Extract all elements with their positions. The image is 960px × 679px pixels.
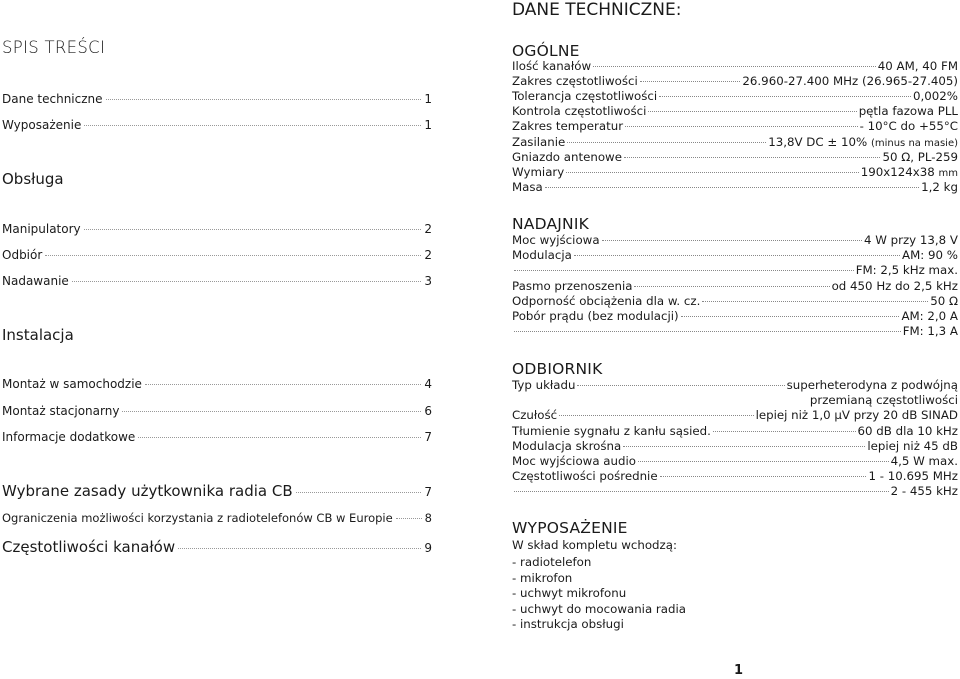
section-heading-general: OGÓLNE xyxy=(512,42,580,60)
section-heading-receiver: ODBIORNIK xyxy=(512,360,603,378)
spec-value-wrap xyxy=(768,135,958,151)
spec-label: Moc wyjściowa audio xyxy=(512,454,636,468)
spec-value: FM: 1,3 A xyxy=(902,324,958,339)
spec-value-wrap xyxy=(756,408,958,423)
leader-dots xyxy=(106,99,422,100)
toc-entry-label: Montaż stacjonarny xyxy=(2,404,120,418)
leader-dots xyxy=(567,142,766,143)
spec-value: AM: 2,0 A xyxy=(901,309,958,323)
spec-row xyxy=(512,294,958,309)
spec-value-wrap xyxy=(832,279,958,294)
toc-entry-czestotliwosci[interactable] xyxy=(2,538,432,556)
spec-value: pętla fazowa PLL xyxy=(858,104,958,119)
spec-row xyxy=(512,439,958,454)
spec-value-wrap xyxy=(861,165,958,181)
toc-entry-informacje[interactable] xyxy=(2,430,432,444)
spec-value-wrap xyxy=(859,104,958,119)
spec-label: Tolerancja częstotliwości xyxy=(512,89,658,104)
toc-title: SPIS TREŚCI xyxy=(2,38,106,57)
leader-dots xyxy=(72,281,422,282)
spec-value-wrap xyxy=(903,324,958,339)
leader-dots xyxy=(514,331,901,332)
spec-label: Wymiary xyxy=(512,164,565,179)
spec-value-wrap xyxy=(882,150,958,165)
spec-row xyxy=(512,248,958,263)
spec-label: Kontrola częstotliwości xyxy=(512,104,647,119)
spec-value-note: mm xyxy=(938,167,958,179)
spec-row xyxy=(512,89,958,104)
spec-value-wrap xyxy=(891,484,958,499)
toc-heading-instalacja: Instalacja xyxy=(2,326,74,344)
leader-dots xyxy=(624,157,881,158)
spec-value: 2 - 455 kHz xyxy=(890,484,958,499)
specs-title: DANE TECHNICZNE: xyxy=(512,0,682,20)
spec-label: Masa xyxy=(512,179,543,194)
toc-entry-ograniczenia[interactable] xyxy=(2,511,432,525)
toc-entry-label: Manipulatory xyxy=(2,222,81,236)
leader-dots xyxy=(623,446,865,447)
spec-value-wrap xyxy=(901,309,958,324)
leader-dots xyxy=(566,172,858,173)
spec-row xyxy=(512,454,958,469)
leader-dots xyxy=(640,81,741,82)
spec-value: 60 dB dla 10 kHz xyxy=(857,423,958,438)
section-heading-equipment: WYPOSAŻENIE xyxy=(512,519,628,537)
toc-heading-obsluga: Obsługa xyxy=(2,170,64,188)
spec-value: - 10°C do +55°C xyxy=(859,119,958,134)
toc-entry-label: Częstotliwości kanałów xyxy=(2,538,176,556)
toc-entry-page: 6 xyxy=(424,404,432,418)
leader-dots xyxy=(84,229,422,230)
spec-label: Zasilanie xyxy=(512,134,566,149)
toc-entry-montaz-stacjonarny[interactable] xyxy=(2,404,432,418)
spec-row xyxy=(512,233,958,248)
leader-dots xyxy=(178,548,421,549)
equipment-intro: W skład kompletu wchodzą: xyxy=(512,538,677,552)
leader-dots xyxy=(84,125,421,126)
leader-dots xyxy=(138,437,421,438)
spec-value: lepiej niż 1,0 μV przy 20 dB SINAD xyxy=(755,408,958,423)
spec-value-wrap xyxy=(891,454,958,469)
spec-value: 4 W przy 13,8 V xyxy=(863,233,958,247)
leader-dots xyxy=(514,491,889,492)
spec-value-wrap xyxy=(856,263,958,278)
leader-dots xyxy=(625,126,858,127)
leader-dots xyxy=(122,411,421,412)
spec-row xyxy=(512,378,958,393)
spec-row xyxy=(512,263,958,278)
spec-value: 1 - 10.695 MHz xyxy=(868,469,958,484)
spec-row xyxy=(512,104,958,119)
spec-label: Odporność obciążenia dla w. cz. xyxy=(512,293,701,308)
toc-entry-label: Informacje dodatkowe xyxy=(2,430,136,444)
spec-value-wrap xyxy=(921,180,958,195)
spec-row xyxy=(512,135,958,150)
leader-dots xyxy=(396,518,422,519)
leader-dots xyxy=(145,384,421,385)
spec-value: 50 Ω, PL-259 xyxy=(882,149,958,164)
spec-label: Tłumienie sygnału z kanłu sąsied. xyxy=(512,423,711,438)
spec-value: 190x124x38 xyxy=(860,164,939,179)
spec-value: 13,8V DC ± 10% xyxy=(768,134,871,149)
spec-row xyxy=(512,324,958,339)
spec-row xyxy=(512,469,958,484)
toc-entry-page: 7 xyxy=(424,485,432,499)
toc-entry-page: 8 xyxy=(424,511,432,525)
toc-entry-label: Nadawanie xyxy=(2,274,69,288)
spec-value-wrap xyxy=(902,248,958,263)
toc-entry-label: Wyposażenie xyxy=(2,118,82,132)
leader-dots xyxy=(514,270,854,271)
page-number: 1 xyxy=(734,663,744,678)
spec-row xyxy=(512,309,958,324)
spec-row xyxy=(512,180,958,195)
spec-value-wrap xyxy=(867,439,958,454)
leader-dots xyxy=(559,415,753,416)
spec-row xyxy=(512,279,958,294)
toc-entry-nadawanie[interactable] xyxy=(2,274,432,288)
toc-entry-page: 4 xyxy=(424,377,432,391)
spec-value: lepiej niż 45 dB xyxy=(867,438,958,453)
leader-dots xyxy=(545,187,919,188)
spec-row xyxy=(512,119,958,134)
equipment-item: - instrukcja obsługi xyxy=(512,617,624,631)
leader-dots xyxy=(648,111,856,112)
spec-value: od 450 Hz do 2,5 kHz xyxy=(831,278,958,293)
spec-label: Gniazdo antenowe xyxy=(512,149,622,164)
leader-dots xyxy=(602,240,862,241)
spec-value-wrap xyxy=(878,59,958,74)
spec-value-wrap xyxy=(868,469,958,484)
spec-label: Czułość xyxy=(512,408,558,423)
spec-label: Modulacja skrośna xyxy=(512,438,622,453)
spec-value-wrap xyxy=(860,119,958,134)
spec-value: 4,5 W max. xyxy=(890,454,958,468)
spec-row xyxy=(512,74,958,89)
leader-dots xyxy=(593,66,876,67)
leader-dots xyxy=(713,431,856,432)
leader-dots xyxy=(660,476,867,477)
toc-entry-label: Wybrane zasady użytkownika radia CB xyxy=(2,482,293,500)
spec-value: 26.960-27.400 MHz (26.965-27.405) xyxy=(742,74,958,89)
spec-label: Zakres częstotliwości xyxy=(512,74,638,89)
spec-value: 0,002% xyxy=(913,89,958,104)
toc-entry-zasady-cb[interactable] xyxy=(2,482,432,500)
spec-value-wrap xyxy=(787,378,958,393)
spec-row xyxy=(512,150,958,165)
toc-entry-odbior[interactable] xyxy=(2,248,432,262)
spec-value: FM: 2,5 kHz max. xyxy=(855,263,958,278)
spec-label: Ilość kanałów xyxy=(512,59,592,73)
spec-row xyxy=(512,424,958,439)
spec-label: Pobór prądu (bez modulacji) xyxy=(512,309,679,323)
toc-entry-manipulatory[interactable] xyxy=(2,222,432,236)
spec-label: Zakres temperatur xyxy=(512,119,624,134)
spec-value: superheterodyna z podwójną xyxy=(786,378,958,392)
toc-entry-page: 9 xyxy=(424,541,432,555)
spec-label: Moc wyjściowa xyxy=(512,233,600,247)
toc-entry-dane-techniczne[interactable] xyxy=(2,92,432,106)
leader-dots xyxy=(681,316,900,317)
toc-entry-label: Odbiór xyxy=(2,248,43,262)
spec-row xyxy=(512,408,958,423)
spec-label: Modulacja xyxy=(512,248,572,263)
toc-entry-page: 1 xyxy=(424,118,432,132)
spec-value-wrap xyxy=(864,233,958,248)
spec-row xyxy=(512,165,958,180)
toc-entry-page: 7 xyxy=(424,430,432,444)
spec-value-note: (minus na masie) xyxy=(870,137,958,149)
spec-value-wrap xyxy=(858,424,959,439)
spec-value-wrap xyxy=(810,393,958,408)
spec-value: 40 AM, 40 FM xyxy=(877,59,958,73)
spec-value: AM: 90 % xyxy=(902,248,958,263)
spec-row xyxy=(512,484,958,499)
leader-dots xyxy=(296,492,422,493)
leader-dots xyxy=(702,301,928,302)
spec-value-wrap xyxy=(930,294,958,309)
toc-entry-montaz-samochod[interactable] xyxy=(2,377,432,391)
spec-row xyxy=(512,393,958,408)
equipment-item: - uchwyt do mocowania radia xyxy=(512,601,687,616)
toc-entry-page: 3 xyxy=(424,274,432,288)
toc-entry-wyposazenie[interactable] xyxy=(2,118,432,132)
toc-entry-page: 2 xyxy=(424,222,432,236)
spec-label: Pasmo przenoszenia xyxy=(512,278,633,293)
spec-value: 1,2 kg xyxy=(921,179,958,194)
toc-entry-page: 1 xyxy=(424,92,432,106)
equipment-item: - uchwyt mikrofonu xyxy=(512,586,627,600)
leader-dots xyxy=(634,286,829,287)
equipment-item: - radiotelefon xyxy=(512,555,592,569)
spec-row xyxy=(512,59,958,74)
leader-dots xyxy=(45,255,421,256)
spec-value: przemianą częstotliwości xyxy=(809,393,958,408)
toc-entry-label: Dane techniczne xyxy=(2,92,103,106)
spec-label: Częstotliwości pośrednie xyxy=(512,469,658,484)
spec-label: Typ układu xyxy=(512,378,576,392)
leader-dots xyxy=(574,255,900,256)
equipment-item: - mikrofon xyxy=(512,570,573,585)
section-heading-transmitter: NADAJNIK xyxy=(512,215,589,233)
leader-dots xyxy=(638,461,889,462)
toc-entry-label: Ograniczenia możliwości korzystania z radiotelefonów CB w Europie xyxy=(2,511,393,525)
leader-dots xyxy=(577,385,784,386)
leader-dots xyxy=(659,96,911,97)
spec-value-wrap xyxy=(742,74,958,89)
toc-entry-label: Montaż w samochodzie xyxy=(2,377,142,391)
spec-value-wrap xyxy=(913,89,958,104)
spec-value: 50 Ω xyxy=(930,293,958,308)
toc-entry-page: 2 xyxy=(424,248,432,262)
